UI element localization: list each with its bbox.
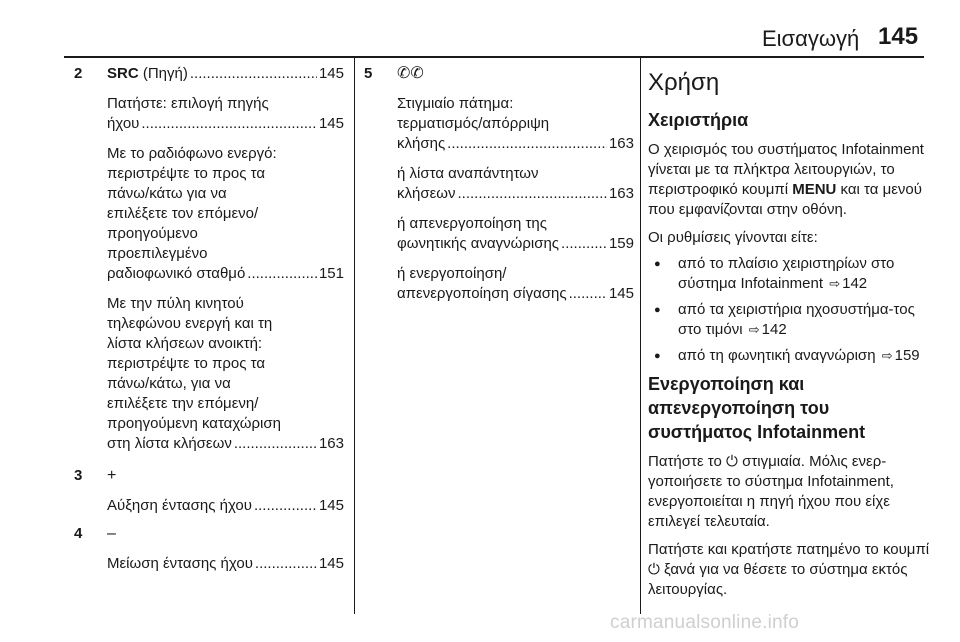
ref-arrow-icon: ⇨ <box>748 322 760 337</box>
ref-arrow-icon: ⇨ <box>881 348 893 363</box>
text-line: Πατήστε: επιλογή πηγής <box>107 95 269 112</box>
text-line: απενεργοποίηση σίγασης <box>397 285 567 302</box>
text-line: πάνω/κάτω, για να <box>107 375 231 392</box>
column-2 <box>362 64 634 304</box>
page-ref[interactable]: 159 <box>608 235 634 252</box>
paragraph <box>397 214 634 254</box>
paragraph <box>107 144 344 284</box>
text-line: Με την πύλη κινητού <box>107 295 244 312</box>
page-number: 145 <box>878 23 919 50</box>
text-line: Αύξηση έντασης ήχου <box>107 497 252 514</box>
paragraph: Πατήστε το ⏻ στιγμιαία. Μόλις ενερ-γοποιήσετε το σύστημα Infotainment, ενεργοποιείται η πηγή ήχου που είχε επιλεγεί τελευταία. <box>648 453 894 530</box>
page-ref[interactable]: 163 <box>318 435 344 452</box>
column-divider-1 <box>354 58 355 614</box>
page-ref[interactable]: 163 <box>608 185 634 202</box>
text-line: πάνω/κάτω για να <box>107 185 227 202</box>
text-line: ήχου <box>107 115 140 132</box>
control-item-4 <box>72 524 344 574</box>
paragraph <box>397 164 634 204</box>
paragraph <box>397 94 634 154</box>
watermark: carmanualsonline.info <box>610 612 800 633</box>
text-line: τηλεφώνου ενεργή και τη <box>107 315 273 332</box>
leader-dots <box>190 64 317 84</box>
subsection-title-power: Ενεργοποίηση και απενεργοποίηση του συστήματος Infotainment <box>648 374 866 442</box>
text-line: φωνητικής αναγνώρισης <box>397 235 560 252</box>
leader-dots <box>561 234 607 254</box>
text-line: ή λίστα αναπάντητων <box>397 165 539 182</box>
settings-list <box>648 254 930 366</box>
page-ref[interactable]: 145 <box>318 497 344 514</box>
leader-dots <box>458 184 607 204</box>
leader-dots <box>447 134 607 154</box>
text-line: επιλέξετε τον επόμενο/ <box>107 205 259 222</box>
text-line: τερματισμός/απόρριψη <box>397 115 550 132</box>
item-title-row <box>107 64 344 84</box>
page-ref[interactable]: 145 <box>608 285 634 302</box>
page-ref[interactable]: 145 <box>318 115 344 132</box>
leader-dots <box>141 114 317 134</box>
text-line: στη λίστα κλήσεων <box>107 435 232 452</box>
text-line: κλήσεων <box>397 185 456 202</box>
leader-dots <box>234 434 317 454</box>
control-item-2 <box>72 64 344 454</box>
column-1 <box>72 64 344 574</box>
list-item: ● από τα χειριστήρια ηχοσυστήμα-τος στο τιμόνι ⇨ 142 <box>648 300 930 340</box>
paragraph <box>107 294 344 454</box>
page-ref[interactable]: 142 <box>761 321 787 338</box>
text-line: λίστα κλήσεων ανοικτή: <box>107 335 263 352</box>
mute-end-call-icon: ✆✆ <box>397 65 424 82</box>
list-item: ● από το πλαίσιο χειριστηρίων στο σύστημα Infotainment ⇨ 142 <box>648 254 930 294</box>
paragraph <box>397 264 634 304</box>
text-line: Στιγμιαίο πάτημα: <box>397 95 514 112</box>
text-line: ή απενεργοποίηση της <box>397 215 547 232</box>
leader-dots <box>255 554 317 574</box>
text-line: περιστρέψτε το προς τα <box>107 165 266 182</box>
text-line: προηγούμενη καταχώριση <box>107 415 281 432</box>
text-line: επιλέξετε την επόμενη/ <box>107 395 259 412</box>
paragraph: Ο χειρισμός του συστήματος Infotainment γίνεται με τα πλήκτρα λειτουργιών, το περιστροφικό κουμπί MENU και τα μενού που εμφανίζονται στην οθόνη. <box>648 141 924 218</box>
paragraph: Οι ρυθμίσεις γίνονται είτε: <box>648 229 818 246</box>
text-line: ή ενεργοποίηση/ <box>397 265 507 282</box>
page-ref[interactable]: 151 <box>318 265 344 282</box>
text-line: προεπιλεγμένο <box>107 245 208 262</box>
leader-dots <box>569 284 607 304</box>
control-item-5 <box>362 64 634 304</box>
plus-icon: + <box>107 467 117 484</box>
control-item-3 <box>72 466 344 516</box>
text-line: Μείωση έντασης ήχου <box>107 555 253 572</box>
item-number: 2 <box>74 65 83 82</box>
leader-dots <box>247 264 317 284</box>
paragraph <box>107 94 344 134</box>
minus-icon: – <box>107 525 116 542</box>
ref-arrow-icon: ⇨ <box>829 276 841 291</box>
src-label-suffix: (Πηγή) <box>138 65 188 82</box>
item-number: 3 <box>74 467 83 484</box>
page-ref[interactable]: 145 <box>318 555 344 572</box>
menu-key-label: MENU <box>792 181 837 198</box>
power-icon: ⏻ <box>726 453 738 470</box>
text-line: κλήσης <box>397 135 446 152</box>
leader-dots <box>254 496 317 516</box>
header-rule <box>64 56 924 58</box>
column-3 <box>648 64 930 600</box>
column-divider-2 <box>640 58 641 614</box>
power-icon: ⏻ <box>648 561 660 578</box>
text-line: Με το ραδιόφωνο ενεργό: <box>107 145 277 162</box>
list-item: ● από τη φωνητική αναγνώριση ⇨ 159 <box>648 346 930 366</box>
page-ref[interactable]: 142 <box>842 275 868 292</box>
text-line: προηγούμενο <box>107 225 198 242</box>
subsection-title-controls: Χειριστήρια <box>648 110 749 130</box>
page-ref[interactable]: 145 <box>318 65 344 82</box>
text-line: ραδιοφωνικό σταθμό <box>107 265 246 282</box>
page-ref[interactable]: 159 <box>894 347 920 364</box>
text-line: περιστρέψτε το προς τα <box>107 355 266 372</box>
page-header-title: Εισαγωγή <box>762 26 860 51</box>
item-number: 4 <box>74 525 83 542</box>
src-key-label: SRC <box>107 65 139 82</box>
page-ref[interactable]: 163 <box>608 135 634 152</box>
paragraph: Πατήστε και κρατήστε πατημένο το κουμπί ⏻ ξανά για να θέσετε το σύστημα εκτός λειτουργίας. <box>648 541 930 598</box>
item-number: 5 <box>364 65 373 82</box>
section-title: Χρήση <box>648 69 720 96</box>
